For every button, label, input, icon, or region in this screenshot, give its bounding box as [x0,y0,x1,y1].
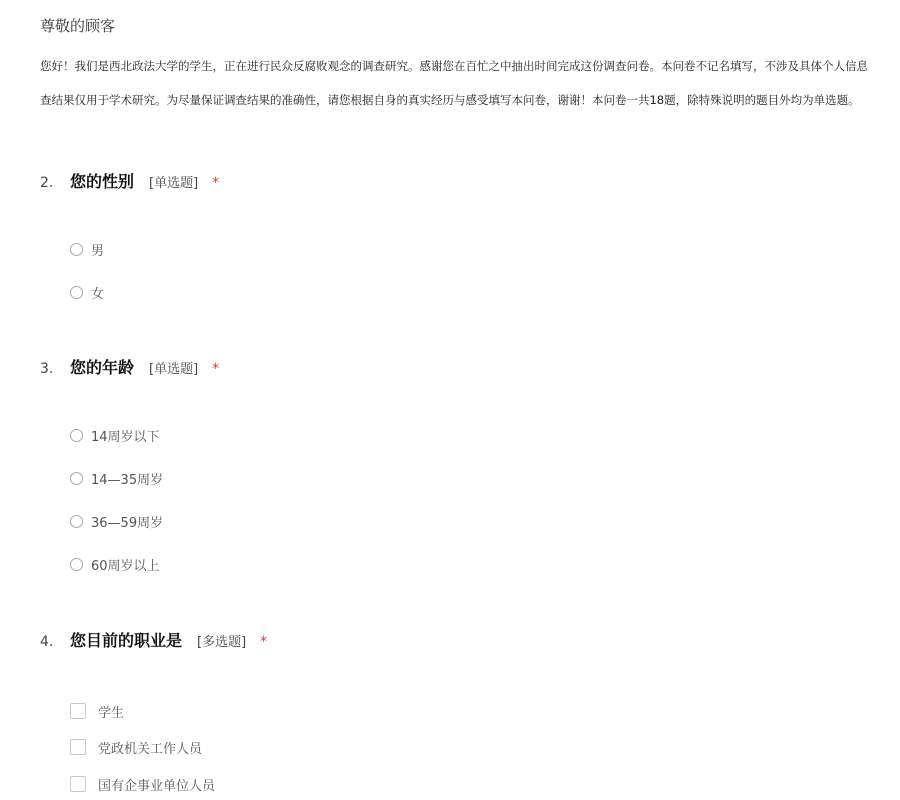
question-occupation [40,628,880,794]
intro-paragraph-line-2: 查结果仅用于学术研究。为尽量保证调查结果的准确性，请您根据自身的真实经历与感受填写本问卷，谢谢！本问卷一共18题，除特殊说明的题目外均为单选题。 [40,93,860,107]
checkbox[interactable] [70,776,86,792]
option-age-14-35[interactable] [70,468,163,488]
option-student[interactable] [70,701,124,721]
required-mark: * [212,361,220,377]
question-header [40,355,880,379]
option-party-government-staff[interactable] [70,737,202,757]
option-label: 国有企事业单位人员 [98,778,216,794]
option-label: 14—35周岁 [91,472,164,488]
option-label: 60周岁以上 [91,558,160,574]
question-header [40,628,880,652]
radio-button[interactable] [70,515,83,528]
question-type-tag: [单选题] [149,362,199,377]
option-label: 男 [91,243,105,259]
option-age-60-plus[interactable] [70,554,160,574]
option-label: 14周岁以下 [91,429,160,445]
question-title: 您目前的职业是 [70,631,183,650]
option-male[interactable] [70,239,104,259]
question-number: 4. [40,634,54,650]
option-age-under-14[interactable] [70,425,160,445]
radio-button[interactable] [70,472,83,485]
radio-button[interactable] [70,429,83,442]
required-mark: * [212,175,220,191]
question-title: 您的性别 [70,172,135,191]
intro-paragraph-line-1: 您好！我们是西北政法大学的学生，正在进行民众反腐败观念的调查研究。感谢您在百忙之中抽出时间完成这份调查问卷。本问卷不记名填写，不涉及具体个人信息 [40,59,868,73]
question-type-tag: [多选题] [197,635,247,650]
option-label: 女 [91,286,105,302]
question-number: 2. [40,175,54,191]
required-mark: * [260,634,268,650]
question-number: 3. [40,361,54,377]
question-type-tag: [单选题] [149,176,199,191]
option-label: 36—59周岁 [91,515,164,531]
option-female[interactable] [70,282,104,302]
radio-button[interactable] [70,286,83,299]
option-label: 学生 [98,705,125,721]
intro-greeting: 尊敬的顾客 [40,17,116,35]
checkbox[interactable] [70,703,86,719]
radio-button[interactable] [70,558,83,571]
question-title: 您的年龄 [70,358,135,377]
option-age-36-59[interactable] [70,511,163,531]
option-label: 党政机关工作人员 [98,741,203,757]
checkbox[interactable] [70,739,86,755]
radio-button[interactable] [70,243,83,256]
question-gender [40,169,880,302]
option-state-enterprise-staff[interactable] [70,774,215,794]
question-header [40,169,880,193]
question-age [40,355,880,574]
